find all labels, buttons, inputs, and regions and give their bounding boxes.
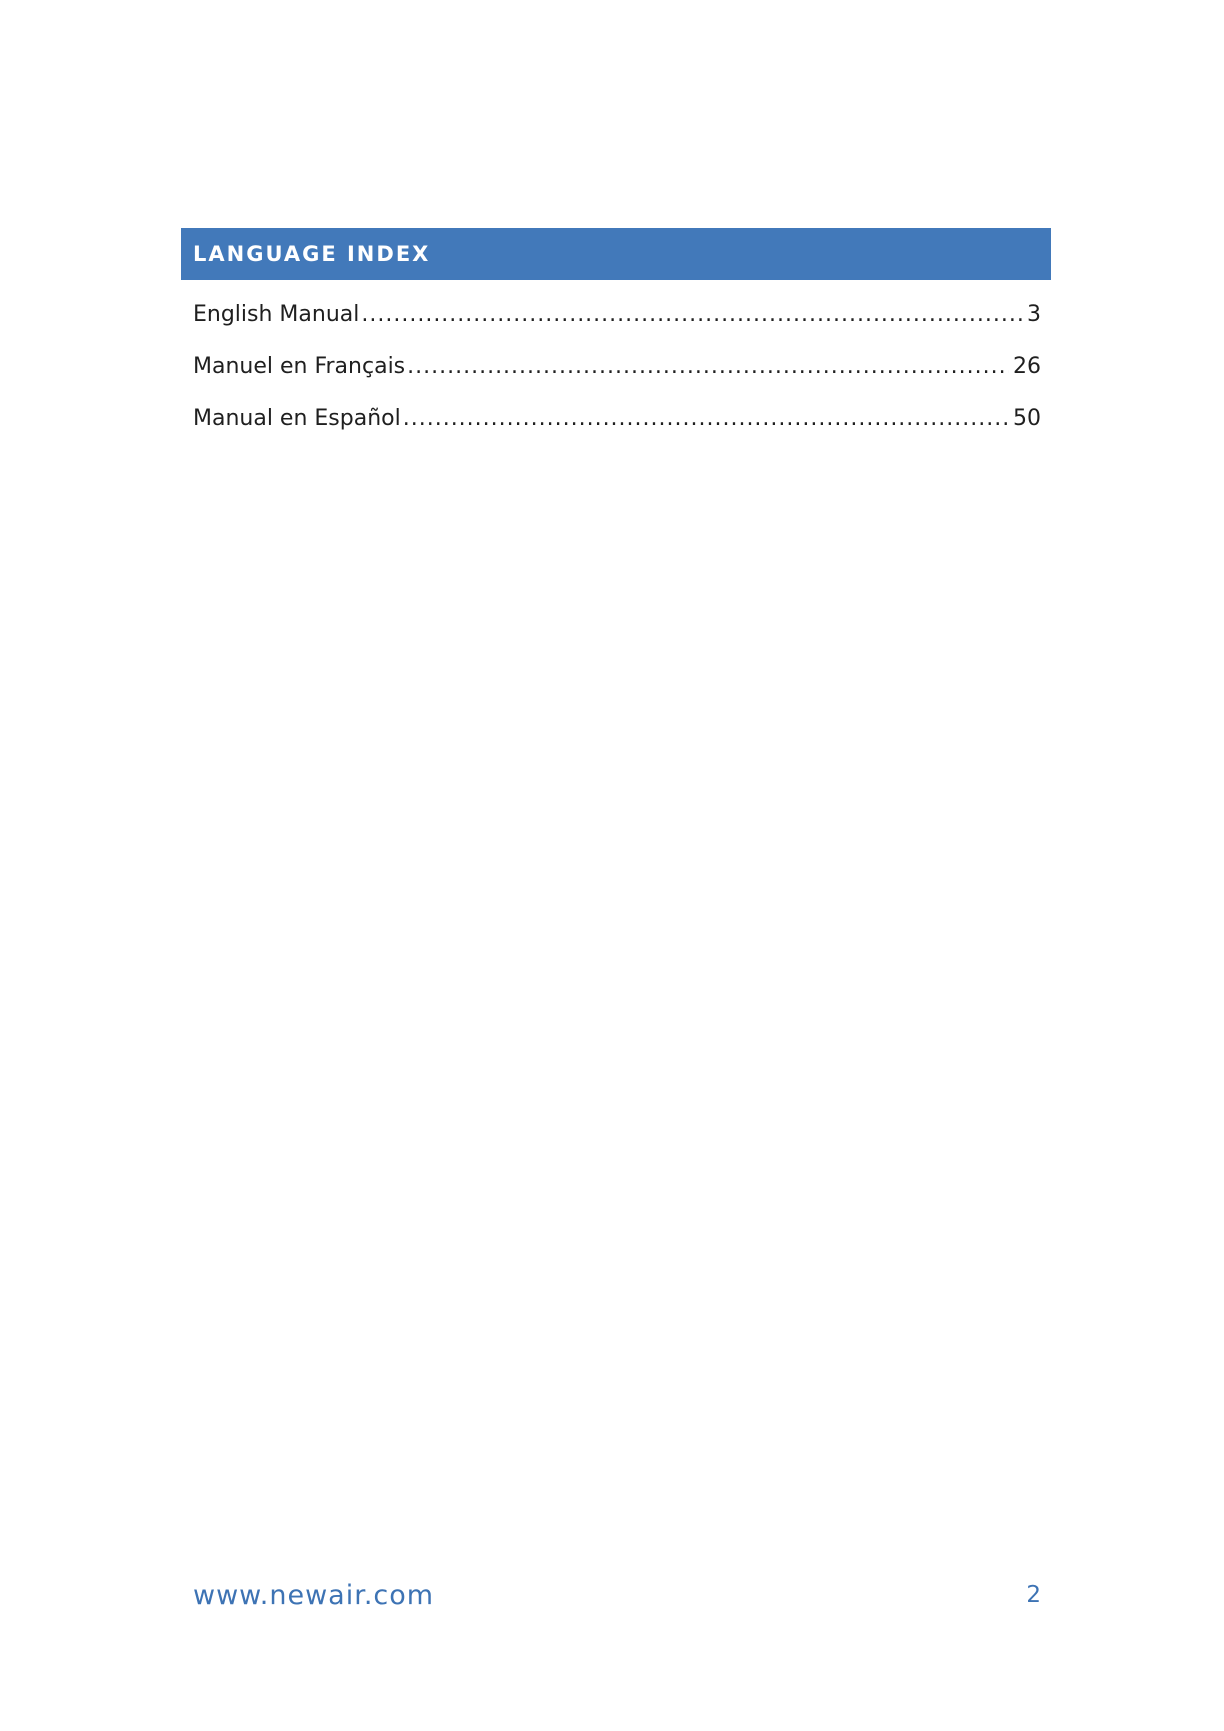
- toc-entry-label: Manuel en Français: [193, 354, 406, 379]
- footer-page-number: 2: [1026, 1582, 1041, 1608]
- toc-dot-leader: [407, 347, 1009, 387]
- toc-entry-label: English Manual: [193, 302, 360, 327]
- section-title: LANGUAGE INDEX: [193, 242, 431, 266]
- table-of-contents: [193, 295, 1041, 451]
- toc-entry-page: 3: [1027, 302, 1041, 327]
- toc-entry-page: 50: [1013, 406, 1041, 431]
- toc-entry-page: 26: [1013, 354, 1041, 379]
- toc-dot-leader: [361, 295, 1023, 335]
- section-header-band: [181, 228, 1051, 280]
- toc-entry-label: Manual en Español: [193, 406, 401, 431]
- toc-entry-french[interactable]: [193, 347, 1041, 399]
- toc-entry-spanish[interactable]: [193, 399, 1041, 451]
- toc-dot-leader: [403, 399, 1009, 439]
- toc-entry-english[interactable]: [193, 295, 1041, 347]
- footer-website-link[interactable]: www.newair.com: [193, 1580, 435, 1611]
